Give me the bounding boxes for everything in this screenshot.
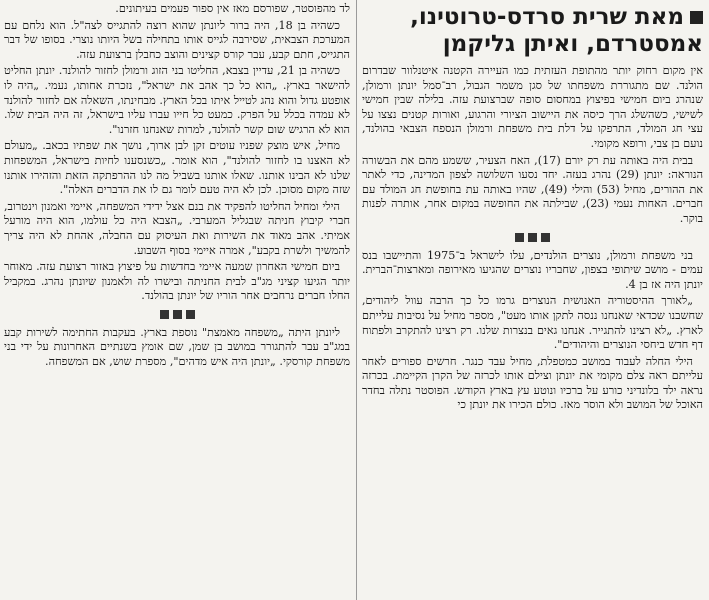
article-column-right	[362, 2, 703, 600]
paragraph: ביום חמישי האחרון שמעה איימי בחדשות על פיצוץ באזור רצועת עזה. מאוחר יותר הגיעו קציני מג"ב לבית החניתה ובישרו לה ולאמנון שיונתן נהרג. במקביל החלו חברים נרחבים אחר הוריו של יונתן בהולנד.	[4, 260, 350, 303]
article-column-left	[4, 2, 350, 600]
paragraph: בבית היה באותה עת רק יורם (17), האח הצעיר, ששמע מהם את הבשורה הנוראה: יונתן (29) נהרג בעזה. יחד נסעו השלושה לצפון המדינה, כדי לאתר את ההורים, מחיל (53) והילי (49), שהיו באותה עת בחופשת חג המולד עם חברים. האחות נעמי (23), שבילתה את החופשה במקום אחר, אותרה לפנות בוקר.	[362, 153, 703, 225]
article-title-text: מאת שרית סרדס-טרוטינו, אמסטרדם, ואיתן גליקמן	[410, 4, 703, 57]
paragraph: בני משפחת ורמולן, נוצרים הולנדים, עלו לישראל ב־1975 והתיישבו בנס עמים - מושב שיתופי בצפון, שחבריו נוצרים שהגיעו מאירופה ומארצות־הברית. יונתן היה אז בן 4.	[362, 248, 703, 291]
paragraph: ליונתן היתה „משפחה מאמצת" נוספת בארץ. בעקבות החתימה לשירות קבע במג"ב עבר להתגורר במושב בן שמן, שם אומץ בשנתיים האחרונות על ידי בני משפחת קורסקי. „יונתן היה איש מדהים", מספרת שוש, אם המשפחה.	[4, 325, 350, 369]
article-title	[362, 4, 703, 58]
column-divider	[356, 0, 357, 600]
paragraph: הילי החלה לעבוד במושב כמטפלת, מחיל עבד כנגר. חרשים ספורים לאחר עלייתם ראה צלם מקומי את יונתן וצילם אותו לכרזה של הקרן הקיימת. בכרזה נראה ילד בלונדיני כורע על ברכיו ונוטע עץ בארץ הקודש. הפוסטר נתלה בחדר האוכל של המושב ולא הוסר מאז. כולם הכירו את יונתן כי	[362, 354, 703, 412]
paragraph: הילי ומחיל החליטו להפקיד את בנם אצל ידידי המשפחה, איימי ואמנון וינטרוב, חברי קיבוץ חניתה שבגליל המערבי. „הצבא היה כל עולמו, הוא היה מורעל אמיתי. אהב מאוד את השירות ואת העיסוק עם החבלה, אהחת לא היה צריך להמשיך ולשרת בקבע", אמרה איימי בסוף השבוע.	[4, 199, 350, 257]
paragraph: מחיל, איש מוצק שפניו עוטים זקן לבן ארוך, נושך את שפתיו בכאב. „מעולם לא האצנו בו לחזור להולנד", הוא אומר. „כשנסענו לחיות בישראל, המשפחות שלנו לא הבינו אותנו. שאלו אותנו בשביל מה לנו ההרפתקה הזאת והזהירו אותנו שזה מקום מסוכן. לכן לא היה טעם לומר גם לו את הדברים האלה".	[4, 139, 350, 197]
paragraph: לד מהפוסטר, שפורסם מאז אין ספור פעמים בעיתונים.	[115, 2, 350, 15]
title-bullet-icon	[690, 11, 703, 24]
paragraph: אין מקום רחוק יותר מהתופת העזתית כמו העיירה הקטנה איטנלוור שבדרום הולנד. שם מתגוררת משפחתו של סגן משמר הגבול, רב־סמל יונתן ורמולן, שנהרג ביום חמישי בפיצוץ במחסום סופה שברצועת עזה. בלילה שבין חמישי לשישי, כשהשלג הרך כיסה את היישוב הציורי והרגוע, ואורות קטנים נצצו על עצי חג המולד, התרפקו על דלת בית משפחת ורמולן הנספח הצבאי בהולנד, נועם בן צבי, ורופא מקומי.	[362, 64, 703, 150]
paragraph: כשהיה בן 18, היה ברור ליונתן שהוא רוצה להתגייס לצה"ל. הוא נלחם עם המערכת הצבאית, שסירבה לגייס אותו בתחילה בשל היותו נוצרי. בסופו של דבר התגייס, חתם קבע, עבר קורס קצינים והוצב כחבלן ברצועת עזה.	[4, 18, 350, 61]
section-separator-icon	[4, 310, 350, 319]
paragraph: „לאורך ההיסטוריה האנושית הנוצרים גרמו כל כך הרבה עוול ליהודים, שחשבנו שכדאי שאנחנו ננסה לתקן אותו מעט", מספר מחיל על נסיבות עלייתם לארץ. „לא רצינו להתגייר. אנחנו גאים בנצרות שלנו. רק רצינו להתקרב ולפתוח דף חדש ביחסי הנוצרים והיהודים".	[362, 294, 703, 352]
section-separator-icon	[362, 233, 703, 242]
paragraph: כשהיה בן 21, עדיין בצבא, החליטו בני הזוג ורמולן לחזור להולנד. יונתן החליט להישאר בארץ. „הוא כל כך אהב את ישראל", נזכרת אחותו, נעמי. „היה לו אופטע גדול והוא נהג לטייל איתו בכל הארץ. מבחינתו, השאלה אם לחזור להולנד לא עמדה בכלל על הפרק. כמעט כל חייו עברו עליו בישראל, זה היה הבית שלו. הוא לא הרגיש שום קשר להולנד, למרות שאנחנו חזרנו".	[4, 64, 350, 136]
